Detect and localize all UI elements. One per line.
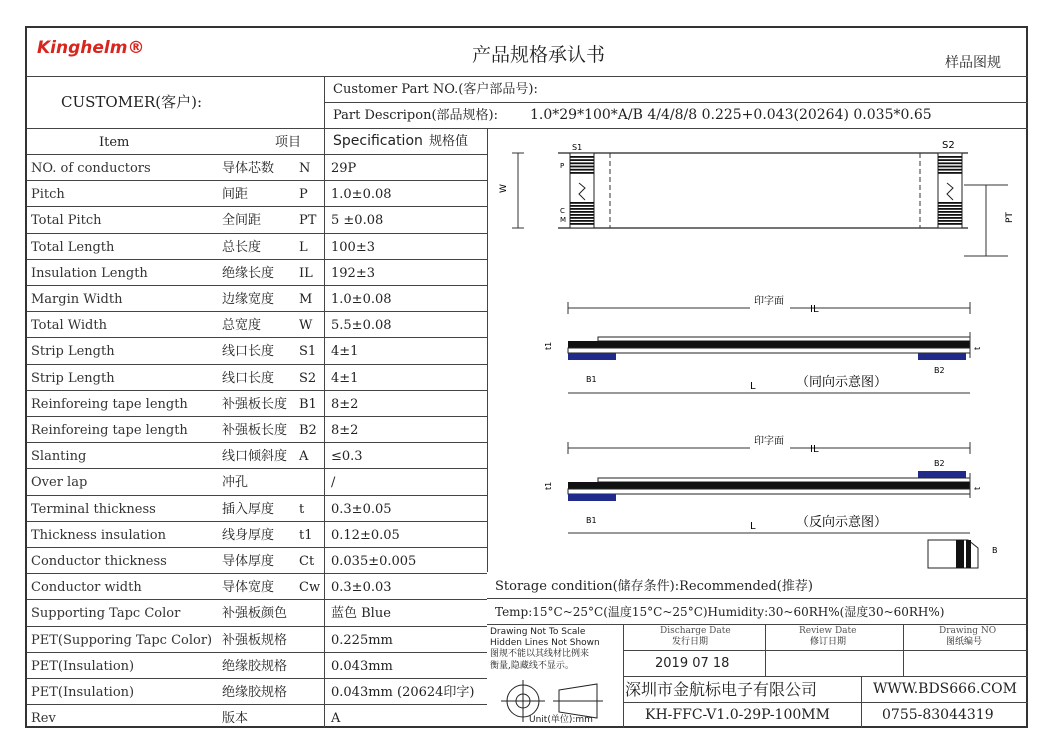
label-c: C bbox=[560, 207, 565, 215]
table-row-line bbox=[27, 573, 487, 574]
kinghelm-logo: Kinghelm® bbox=[37, 38, 145, 58]
storage-condition: Storage condition(储存条件):Recommended(推荐) bbox=[495, 579, 813, 594]
row-item-en: Supporting Tapc Color bbox=[31, 606, 181, 622]
row-item-cn: 补强板颜色 bbox=[222, 606, 288, 622]
label-l-1: L bbox=[750, 381, 756, 392]
row-spec-value: 0.3±0.05 bbox=[331, 501, 392, 517]
row-spec-value: 29P bbox=[331, 161, 357, 176]
row-spec-value: 8±2 bbox=[331, 396, 359, 412]
part-desc-label: Part Descripon(部品规格): bbox=[333, 108, 498, 123]
row-item-en: Over lap bbox=[31, 475, 88, 491]
table-row-line bbox=[27, 259, 487, 260]
conductor-stripe bbox=[570, 220, 594, 222]
row-spec-value: 5.5±0.08 bbox=[331, 318, 392, 334]
row-symbol: t bbox=[299, 501, 305, 517]
table-vdivider bbox=[324, 128, 325, 728]
row-symbol: PT bbox=[299, 213, 317, 229]
row-item-cn: 绝缘胶规格 bbox=[222, 658, 288, 674]
row-item-cn: 线身厚度 bbox=[222, 527, 275, 543]
row-item-cn: 插入厚度 bbox=[222, 501, 275, 517]
row-spec-value: 0.035±0.005 bbox=[331, 554, 417, 569]
row-symbol: B2 bbox=[299, 423, 317, 438]
row-item-en: PET(Insulation) bbox=[31, 658, 135, 674]
conductor-stripe bbox=[570, 223, 594, 225]
row-item-cn: 全间距 bbox=[222, 213, 262, 229]
row-item-en: Thickness insulation bbox=[31, 527, 166, 543]
conductor-stripe bbox=[938, 166, 962, 168]
table-row-line bbox=[27, 442, 487, 443]
conductor-stripe bbox=[938, 208, 962, 210]
discharge-label: Discharge Date bbox=[660, 626, 731, 636]
table-row-line bbox=[27, 626, 487, 627]
label-b: B bbox=[992, 546, 998, 555]
doc-type: 样品图规 bbox=[945, 55, 1001, 71]
label-t1-1: t1 bbox=[544, 341, 553, 350]
temp-line bbox=[487, 624, 1028, 625]
label-l-2: L bbox=[750, 521, 756, 532]
row-item-cn: 线口长度 bbox=[222, 344, 275, 360]
row-item-en: PET(Insulation) bbox=[31, 685, 135, 700]
unit-label: Unit(单位):mm bbox=[529, 715, 593, 725]
row-item-en: Slanting bbox=[31, 449, 87, 465]
same-side-view bbox=[544, 294, 982, 393]
conductor-stripe bbox=[938, 172, 962, 174]
row-item-cn: 绝缘长度 bbox=[222, 265, 275, 281]
row-spec-value: 蓝色 Blue bbox=[331, 606, 391, 622]
table-row-line bbox=[27, 285, 487, 286]
company-name: 深圳市金航标电子有限公司 bbox=[625, 680, 818, 699]
page-title: 产品规格承认书 bbox=[472, 44, 606, 66]
label-w: W bbox=[499, 184, 509, 193]
row-symbol: Ct bbox=[299, 554, 315, 569]
table-row-line bbox=[27, 652, 487, 653]
row-item-cn: 间距 bbox=[222, 187, 249, 203]
row-item-en: PET(Supporing Tapc Color) bbox=[31, 632, 213, 648]
table-row-line bbox=[27, 599, 487, 600]
table-row-line bbox=[27, 233, 487, 234]
row-item-en: Total Length bbox=[31, 239, 115, 255]
row-spec-value: 4±1 bbox=[331, 344, 359, 360]
row-item-cn: 线口长度 bbox=[222, 370, 275, 386]
conductor-stripe bbox=[938, 202, 962, 204]
label-il-1: IL bbox=[810, 304, 819, 315]
print-face-1: 印字面 bbox=[754, 296, 784, 307]
label-p: P bbox=[560, 162, 565, 170]
row-item-en: Total Pitch bbox=[31, 213, 102, 229]
table-row-line bbox=[27, 521, 487, 522]
label-t-2: t bbox=[973, 486, 982, 490]
reverse-side-view bbox=[544, 434, 982, 533]
table-row-line bbox=[27, 206, 487, 207]
conductor-stripe bbox=[570, 169, 594, 171]
table-row-line bbox=[27, 311, 487, 312]
row-item-cn: 导体宽度 bbox=[222, 580, 275, 596]
row-spec-value: 1.0±0.08 bbox=[331, 187, 392, 203]
conductor-stripe bbox=[570, 205, 594, 207]
row-symbol: S2 bbox=[299, 370, 317, 386]
label-b2-2: B2 bbox=[934, 459, 945, 468]
conductor-stripe bbox=[570, 156, 594, 158]
not-to-scale: Drawing Not To Scale bbox=[490, 627, 586, 637]
table-row-line bbox=[27, 468, 487, 469]
conductor-stripe bbox=[938, 156, 962, 158]
row-spec-value: 192±3 bbox=[331, 265, 375, 281]
footer-line-3 bbox=[623, 702, 1028, 703]
row-spec-value: 5 ±0.08 bbox=[331, 213, 384, 229]
row-spec-value: 0.043mm (20624印字) bbox=[331, 685, 475, 700]
row-spec-value: A bbox=[331, 711, 341, 727]
row-spec-value: 0.043mm bbox=[331, 658, 393, 674]
conductor-stripe bbox=[938, 211, 962, 213]
row-item-cn: 冲孔 bbox=[222, 475, 249, 491]
conductor-stripe bbox=[570, 162, 594, 164]
row-symbol: L bbox=[299, 239, 308, 255]
row-symbol: Cw bbox=[299, 580, 321, 596]
row-symbol: N bbox=[299, 161, 311, 176]
row-spec-value: 8±2 bbox=[331, 423, 359, 438]
table-row-line bbox=[27, 495, 487, 496]
header-mid-divider bbox=[324, 102, 1028, 103]
cable-drawing bbox=[488, 128, 1028, 572]
part-desc-value: 1.0*29*100*A/B 4/4/8/8 0.225+0.043(20264) 0.035*0.65 bbox=[530, 107, 932, 123]
row-item-en: Insulation Length bbox=[31, 265, 148, 281]
conductor-stripe bbox=[570, 172, 594, 174]
conductor-stripe bbox=[570, 217, 594, 219]
note-cn-1: 图规不能以其线材比例来 bbox=[490, 649, 590, 659]
row-spec-value: 0.12±0.05 bbox=[331, 527, 400, 543]
note-cn-2: 衡量,隐藏线不显示。 bbox=[490, 661, 574, 671]
row-item-cn: 线口倾斜度 bbox=[222, 449, 288, 465]
storage-line bbox=[487, 598, 1028, 599]
row-item-cn: 补强板长度 bbox=[222, 423, 288, 438]
label-s1: S1 bbox=[572, 143, 583, 152]
conductor-stripe bbox=[938, 162, 962, 164]
row-item-cn: 补强板长度 bbox=[222, 396, 288, 412]
row-spec-value: / bbox=[331, 475, 336, 491]
row-item-en: NO. of conductors bbox=[31, 161, 151, 176]
label-il-2: IL bbox=[810, 444, 819, 455]
table-row-line bbox=[27, 416, 487, 417]
head-spec: Specification bbox=[333, 133, 423, 149]
row-spec-value: ≤0.3 bbox=[331, 449, 363, 465]
reverse-side-caption: （反向示意图） bbox=[796, 515, 888, 530]
label-t-1: t bbox=[973, 346, 982, 350]
row-item-en: Strip Length bbox=[31, 370, 115, 386]
row-symbol: B1 bbox=[299, 396, 317, 412]
row-item-cn: 补强板规格 bbox=[222, 632, 288, 648]
row-spec-value: 4±1 bbox=[331, 370, 359, 386]
conductor-stripe bbox=[938, 169, 962, 171]
row-item-en: Reinforeing tape length bbox=[31, 396, 188, 412]
part-number: KH-FFC-V1.0-29P-100MM bbox=[645, 707, 830, 723]
conductor-stripe bbox=[938, 205, 962, 207]
customer-label: CUSTOMER(客户): bbox=[61, 93, 203, 111]
table-row-line bbox=[27, 704, 487, 705]
row-item-en: Reinforeing tape length bbox=[31, 423, 188, 438]
website: WWW.BDS666.COM bbox=[873, 681, 1017, 697]
row-symbol: S1 bbox=[299, 344, 317, 360]
table-row-line bbox=[27, 390, 487, 391]
print-face-2: 印字面 bbox=[754, 436, 784, 447]
conductor-stripe bbox=[938, 214, 962, 216]
temp-condition: Temp:15°C~25°C(温度15°C~25°C)Humidity:30~60RH%(湿度30~60RH%) bbox=[495, 605, 945, 619]
row-item-cn: 总宽度 bbox=[222, 318, 262, 334]
row-item-en: Conductor thickness bbox=[31, 554, 167, 569]
row-item-cn: 总长度 bbox=[222, 239, 262, 255]
conductor-stripe bbox=[570, 202, 594, 204]
row-item-cn: 绝缘胶规格 bbox=[222, 685, 288, 700]
label-b1-1: B1 bbox=[586, 375, 597, 384]
hidden-lines: Hidden Lines Not Shown bbox=[490, 638, 600, 648]
spec-sheet bbox=[25, 26, 1028, 728]
same-side-caption: （同向示意图） bbox=[796, 375, 888, 390]
row-spec-value: 0.3±0.03 bbox=[331, 580, 392, 596]
row-item-cn: 导体芯数 bbox=[222, 161, 275, 176]
discharge-label-cn: 发行日期 bbox=[672, 637, 709, 647]
part-no-label: Customer Part NO.(客户部品号): bbox=[333, 82, 538, 97]
head-spec-cn: 规格值 bbox=[429, 134, 469, 149]
footer-line-1 bbox=[623, 650, 1028, 651]
conductor-stripe bbox=[938, 159, 962, 161]
table-row-line bbox=[27, 180, 487, 181]
row-item-en: Strip Length bbox=[31, 344, 115, 360]
table-row-line bbox=[27, 678, 487, 679]
row-item-cn: 版本 bbox=[222, 711, 249, 727]
row-item-en: Conductor width bbox=[31, 580, 142, 596]
row-spec-value: 0.225mm bbox=[331, 632, 393, 648]
footer-line-2 bbox=[623, 676, 1028, 677]
phone-number: 0755-83044319 bbox=[882, 707, 994, 723]
table-row-line bbox=[27, 364, 487, 365]
row-spec-value: 100±3 bbox=[331, 239, 375, 255]
conductor-stripe bbox=[570, 211, 594, 213]
row-item-cn: 导体厚度 bbox=[222, 554, 275, 569]
review-label: Review Date bbox=[799, 626, 857, 636]
conductor-stripe bbox=[938, 217, 962, 219]
row-symbol: P bbox=[299, 187, 308, 203]
row-item-en: Margin Width bbox=[31, 292, 123, 307]
row-item-cn: 边缘宽度 bbox=[222, 292, 275, 307]
row-spec-value: 1.0±0.08 bbox=[331, 292, 392, 307]
label-t1-2: t1 bbox=[544, 481, 553, 490]
table-row-line bbox=[27, 154, 487, 155]
label-m: M bbox=[560, 216, 567, 224]
label-b2-1: B2 bbox=[934, 366, 945, 375]
conductor-stripe bbox=[570, 159, 594, 161]
row-symbol: M bbox=[299, 292, 313, 307]
row-symbol: A bbox=[299, 449, 309, 465]
table-row-line bbox=[27, 547, 487, 548]
conductor-stripe bbox=[570, 166, 594, 168]
head-item-cn: 项目 bbox=[275, 135, 302, 150]
conductor-stripe bbox=[938, 223, 962, 225]
conductor-stripe bbox=[938, 220, 962, 222]
row-item-en: Rev bbox=[31, 711, 56, 727]
slant-detail bbox=[928, 540, 998, 568]
row-symbol: W bbox=[299, 318, 313, 334]
drawing-no-label: Drawing NO bbox=[939, 626, 997, 636]
discharge-date: 2019 07 18 bbox=[655, 656, 730, 671]
row-item-en: Total Width bbox=[31, 318, 107, 334]
row-item-en: Terminal thickness bbox=[31, 501, 156, 517]
conductor-stripe bbox=[570, 214, 594, 216]
review-label-cn: 修订日期 bbox=[810, 637, 847, 647]
row-item-en: Pitch bbox=[31, 187, 65, 203]
row-symbol: t1 bbox=[299, 527, 313, 543]
table-row-line bbox=[27, 337, 487, 338]
header-divider bbox=[27, 76, 1028, 77]
label-s2: S2 bbox=[942, 140, 955, 151]
conductor-stripe bbox=[570, 208, 594, 210]
label-pt: PT bbox=[1005, 212, 1015, 223]
head-item: Item bbox=[99, 135, 130, 150]
label-b1-2: B1 bbox=[586, 516, 597, 525]
top-view bbox=[499, 140, 1015, 256]
drawing-no-label-cn: 图纸编号 bbox=[946, 637, 983, 647]
row-symbol: IL bbox=[299, 265, 313, 281]
